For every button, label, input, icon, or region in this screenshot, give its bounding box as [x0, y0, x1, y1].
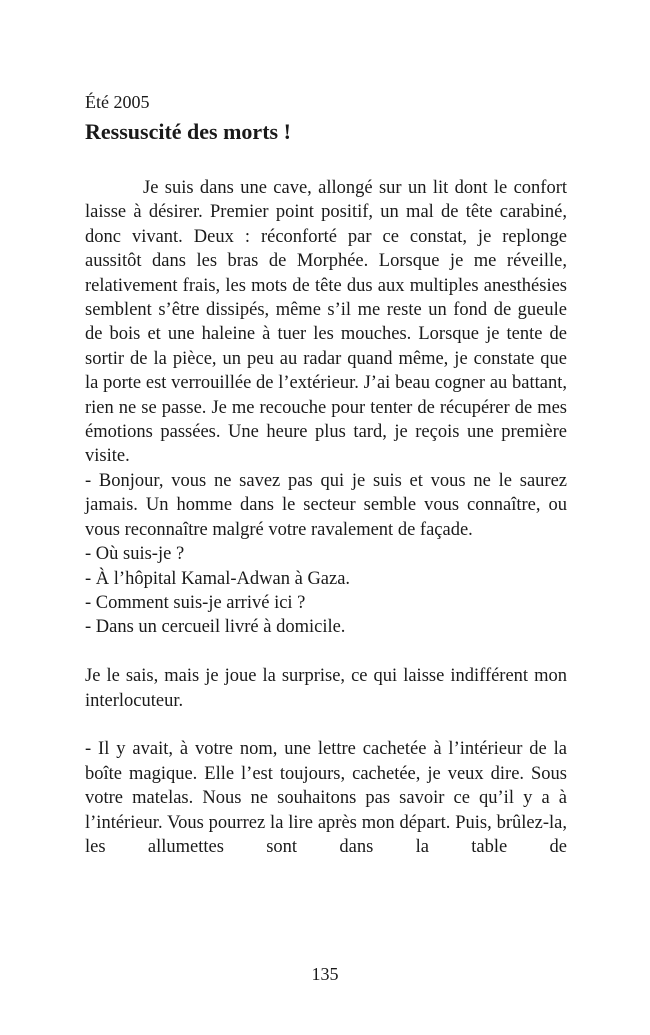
dialogue-line: - Dans un cercueil livré à domicile.	[85, 617, 346, 638]
paragraph-narration: Je le sais, mais je joue la surprise, ce qui laisse indifférent mon interlocuteur.	[85, 666, 567, 711]
dialogue-line: - Il y avait, à votre nom, une lettre cachetée à l’intérieur de la boîte magique. Elle l’est toujours, cachetée, je veux dire. Sous votre matelas. Nous ne souhaitons pas savoir ce qu’il y a à l’intérieur. Vous pourrez la lire après mon départ. Puis, brûlez-la, les allumettes sont dans la table de	[85, 739, 567, 857]
page-number: 135	[311, 964, 339, 984]
chapter-title: Ressuscité des morts !	[85, 119, 291, 144]
dialogue-line: - Où suis-je ?	[85, 544, 185, 565]
dialogue-line: - Comment suis-je arrivé ici ?	[85, 592, 306, 613]
body-text	[85, 176, 567, 859]
section-date: Été 2005	[85, 92, 150, 112]
book-page	[85, 90, 567, 859]
paragraph-opening: Je suis dans une cave, allongé sur un lit dont le confort laisse à désirer. Premier point positif, un mal de tête carabiné, donc vivant. Deux : réconforté par ce constat, je replonge aussitôt dans les bras de Morphée. Lorsque je me réveille, relativement frais, les mots de tête dus aux multiples anesthésies semblent s’être dissipés, même s’il me reste un fond de gueule de bois et une haleine à tuer les mouches. Lorsque je tente de sortir de la pièce, un peu au radar quand même, je constate que la porte est verrouillée de l’extérieur. J’ai beau cogner au battant, rien ne se passe. Je me recouche pour tenter de récupérer de mes émotions passées. Une heure plus tard, je reçois une première visite.	[85, 178, 567, 467]
dialogue-line: - À l’hôpital Kamal-Adwan à Gaza.	[85, 568, 351, 589]
dialogue-line: - Bonjour, vous ne savez pas qui je suis et vous ne le saurez jamais. Un homme dans le secteur semble vous connaître, ou vous reconnaître malgré votre ravalement de façade.	[85, 470, 567, 540]
